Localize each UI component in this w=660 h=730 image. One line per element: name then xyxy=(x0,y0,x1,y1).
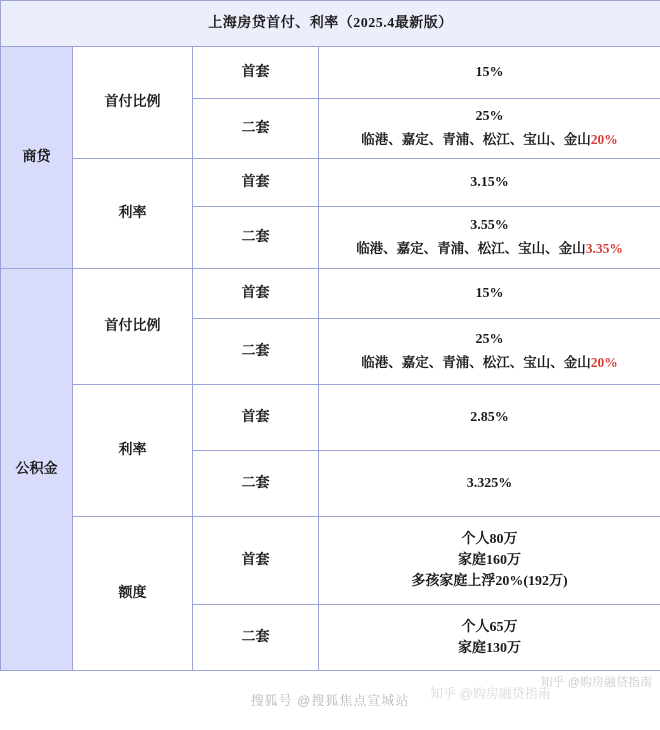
value-cell xyxy=(319,159,660,207)
group-label-loan-limit-fund: 额度 xyxy=(73,517,193,671)
table-row xyxy=(1,385,660,451)
value-cell xyxy=(319,385,660,451)
value-note: 临港、嘉定、青浦、松江、宝山、金山20% xyxy=(361,132,618,148)
row-type-label: 二套 xyxy=(193,605,319,671)
value-text: 3.325% xyxy=(466,476,513,491)
value-text-line-1: 个人80万 xyxy=(461,532,518,547)
value-note-highlight: 3.35% xyxy=(585,241,623,257)
group-label-rate-commercial: 利率 xyxy=(73,159,193,269)
section-label-provident-fund: 公积金 xyxy=(1,269,73,671)
row-type-label: 二套 xyxy=(193,207,319,269)
value-note-highlight: 20% xyxy=(590,132,618,148)
value-note: 临港、嘉定、青浦、松江、宝山、金山20% xyxy=(361,355,618,371)
value-text: 25% xyxy=(475,332,504,348)
row-type-label: 首套 xyxy=(193,47,319,99)
value-text: 3.55% xyxy=(470,218,509,234)
value-text-line-2: 家庭130万 xyxy=(458,640,521,656)
value-note: 临港、嘉定、青浦、松江、宝山、金山3.35% xyxy=(356,241,623,257)
value-cell xyxy=(319,517,660,605)
value-cell xyxy=(319,319,660,385)
row-type-label: 首套 xyxy=(193,517,319,605)
table-row xyxy=(1,47,660,99)
value-cell xyxy=(319,47,660,99)
table-title-row xyxy=(1,1,660,47)
group-label-rate-fund: 利率 xyxy=(73,385,193,517)
value-text-line-1: 个人65万 xyxy=(461,619,518,635)
group-label-down-payment-commercial: 首付比例 xyxy=(73,47,193,159)
value-cell xyxy=(319,605,660,671)
page-title: 上海房贷首付、利率（2025.4最新版） xyxy=(1,1,660,47)
value-text: 2.85% xyxy=(470,410,509,425)
row-type-label: 首套 xyxy=(193,159,319,207)
value-cell xyxy=(319,207,660,269)
value-cell xyxy=(319,99,660,159)
watermark-zhihu: 知乎 @购房融贷指南 xyxy=(540,675,652,689)
watermark-diagonal: 知乎 @购房融贷指南 xyxy=(430,686,551,701)
row-type-label: 二套 xyxy=(193,451,319,517)
section-label-commercial-loan: 商贷 xyxy=(1,47,73,269)
row-type-label: 二套 xyxy=(193,99,319,159)
value-cell xyxy=(319,269,660,319)
table-row xyxy=(1,269,660,319)
value-text-line-2: 家庭160万 xyxy=(458,553,521,568)
table-row xyxy=(1,159,660,207)
group-label-down-payment-fund: 首付比例 xyxy=(73,269,193,385)
value-cell xyxy=(319,451,660,517)
row-type-label: 首套 xyxy=(193,269,319,319)
value-text: 15% xyxy=(475,286,504,301)
watermark-sohu: 搜狐号 @搜狐焦点宣城站 xyxy=(250,693,410,708)
value-text: 15% xyxy=(475,65,504,80)
table-row xyxy=(1,517,660,605)
row-type-label: 二套 xyxy=(193,319,319,385)
value-text: 3.15% xyxy=(470,175,509,190)
value-text-line-3: 多孩家庭上浮20%(192万) xyxy=(411,574,568,589)
value-text: 25% xyxy=(475,109,504,125)
row-type-label: 首套 xyxy=(193,385,319,451)
value-note-highlight: 20% xyxy=(590,355,618,371)
